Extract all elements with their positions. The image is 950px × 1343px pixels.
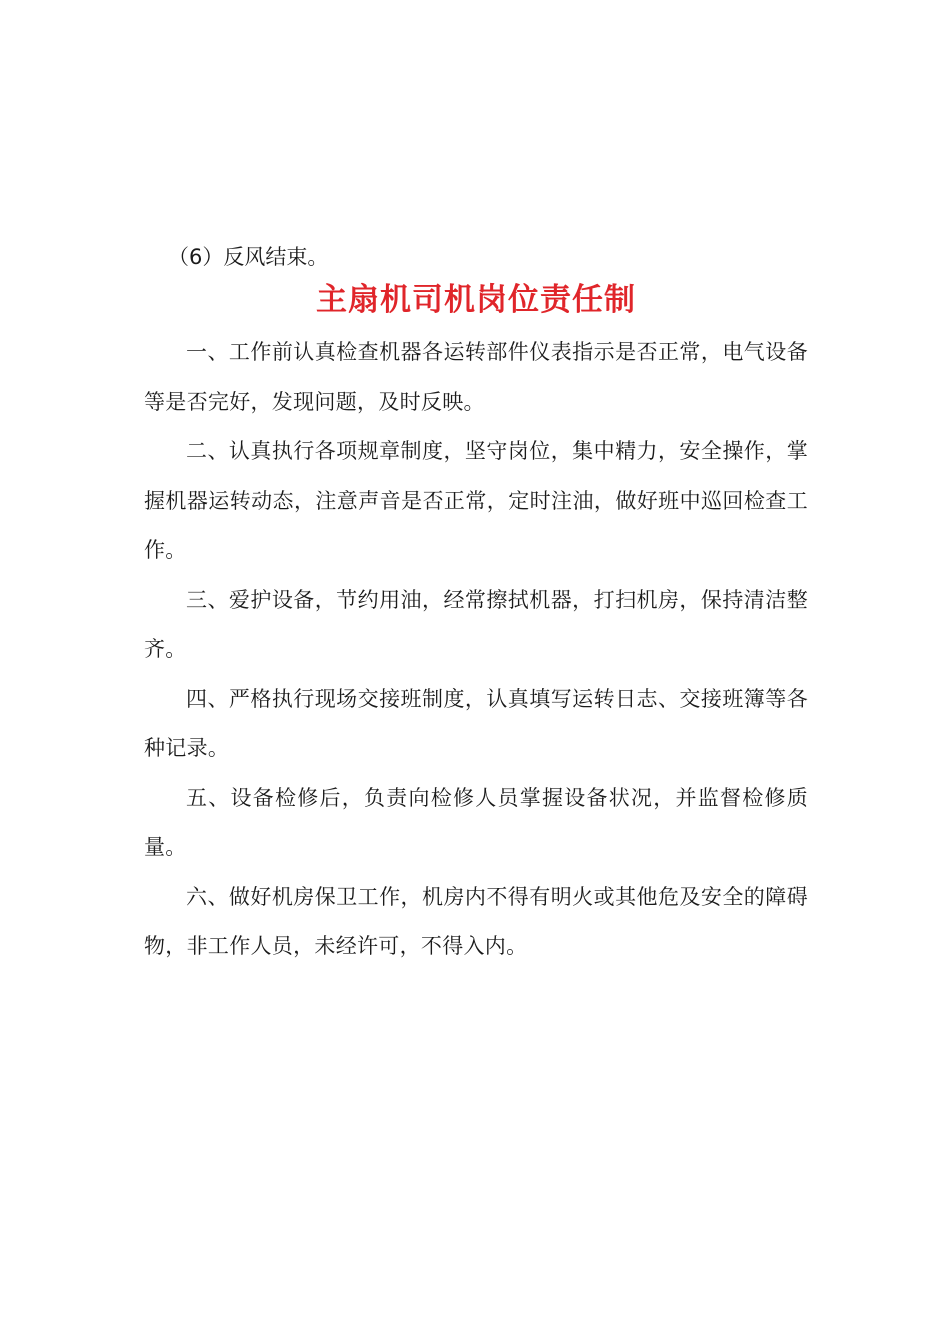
clause-1: 一、工作前认真检查机器各运转部件仪表指示是否正常，电气设备等是否完好，发现问题，及时反映。 (144, 340, 808, 414)
clause-6: 六、做好机房保卫工作，机房内不得有明火或其他危及安全的障碍物，非工作人员，未经许可，不得入内。 (144, 884, 808, 958)
document-title: 主扇机司机岗位责任制 (316, 282, 636, 318)
document-body (144, 237, 808, 972)
previous-list-item: （6）反风结束。 (168, 245, 329, 269)
clause-5: 五、设备检修后，负责向检修人员掌握设备状况，并监督检修质量。 (144, 785, 808, 859)
clause-2: 二、认真执行各项规章制度，坚守岗位，集中精力，安全操作，掌握机器运转动态，注意声音是否正常，定时注油，做好班中巡回检查工作。 (144, 439, 808, 562)
clause-3: 三、爱护设备，节约用油，经常擦拭机器，打扫机房，保持清洁整齐。 (144, 587, 808, 661)
clause-4: 四、严格执行现场交接班制度，认真填写运转日志、交接班簿等各种记录。 (144, 686, 808, 760)
